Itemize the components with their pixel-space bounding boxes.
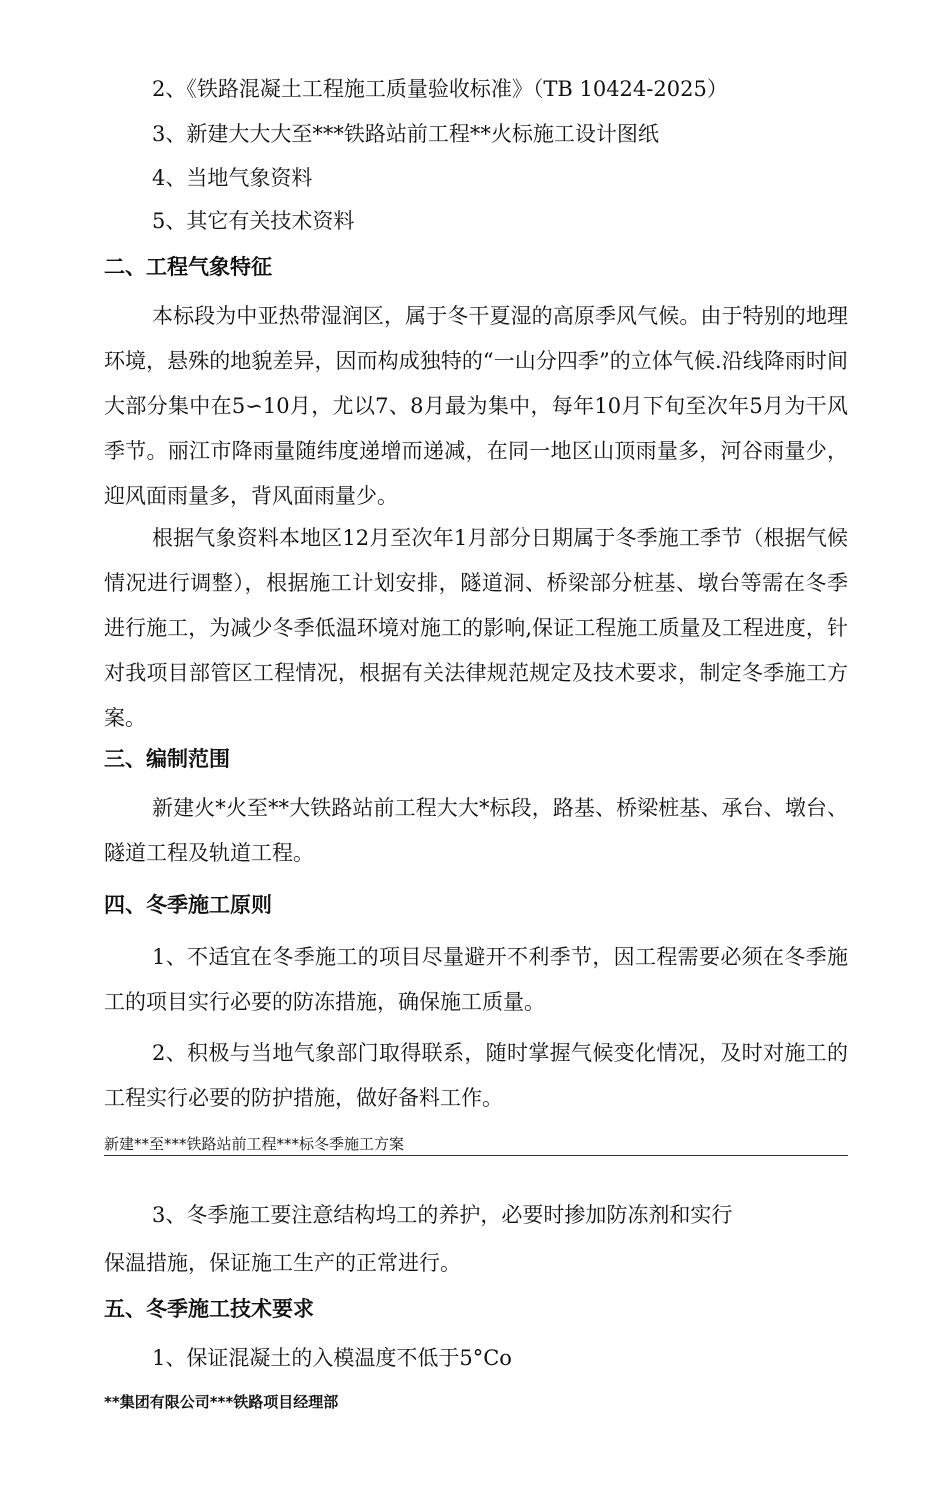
section-heading-scope: 三、编制范围 [104,747,230,771]
paragraph-principle-3-line1: 3、冬季施工要注意结构坞工的养护，必要时掺加防冻剂和实行 [152,1203,733,1227]
section-heading-principles: 四、冬季施工原则 [104,893,272,917]
paragraph-principle-1: 1、不适宜在冬季施工的项目尽量避开不利季节，因工程需要必须在冬季施工的项目实行必要的防冻措施，确保施工质量。 [104,945,848,1014]
footer-document-title: 新建**至***铁路站前工程***标冬季施工方案 [104,1135,405,1153]
tech-requirement-item: 1、保证混凝土的入模温度不低于5°Co [152,1346,512,1370]
footer-divider [104,1155,848,1156]
paragraph-principle-3-line2: 保温措施，保证施工生产的正常进行。 [104,1251,461,1275]
paragraph-scope: 新建火*火至**大铁路站前工程大大*标段，路基、桥梁桩基、承台、墩台、隧道工程及轨道工程。 [104,796,848,865]
reference-item: 3、新建大大大至***铁路站前工程**火标施工设计图纸 [152,122,659,146]
reference-item: 4、当地气象资料 [152,166,313,190]
paragraph-winter-period: 根据气象资料本地区12月至次年1月部分日期属于冬季施工季节（根据气候情况进行调整），根据施工计划安排，隧道洞、桥梁部分桩基、墩台等需在冬季进行施工，为减少冬季低温环境对施工的影响,保证工程施工质量及工程进度，针对我项目部管区工程情况，根据有关法律规范规定及技术要求，制定冬季施工方案。 [104,526,848,730]
reference-item: 2、《铁路混凝土工程施工质量验收标准》（TB 10424-2025） [152,77,728,101]
paragraph-principle-2: 2、积极与当地气象部门取得联系，随时掌握气候变化情况，及时对施工的工程实行必要的防护措施，做好备料工作。 [104,1041,848,1110]
footer-organization: **集团有限公司***铁路项目经理部 [104,1393,339,1411]
section-heading-climate: 二、工程气象特征 [104,255,272,279]
section-heading-tech-requirements: 五、冬季施工技术要求 [104,1297,314,1321]
reference-item: 5、其它有关技术资料 [152,209,355,233]
paragraph-climate: 本标段为中亚热带湿润区，属于冬干夏湿的高原季风气候。由于特别的地理环境，悬殊的地貌差异，因而构成独特的“一山分四季”的立体气候.沿线降雨时间大部分集中在5∽10月，尤以7、8月最为集中，每年10月下旬至次年5月为干风季节。丽江市降雨量随纬度递增而递减，在同一地区山顶雨量多，河谷雨量少，迎风面雨量多，背风面雨量少。 [104,304,848,508]
